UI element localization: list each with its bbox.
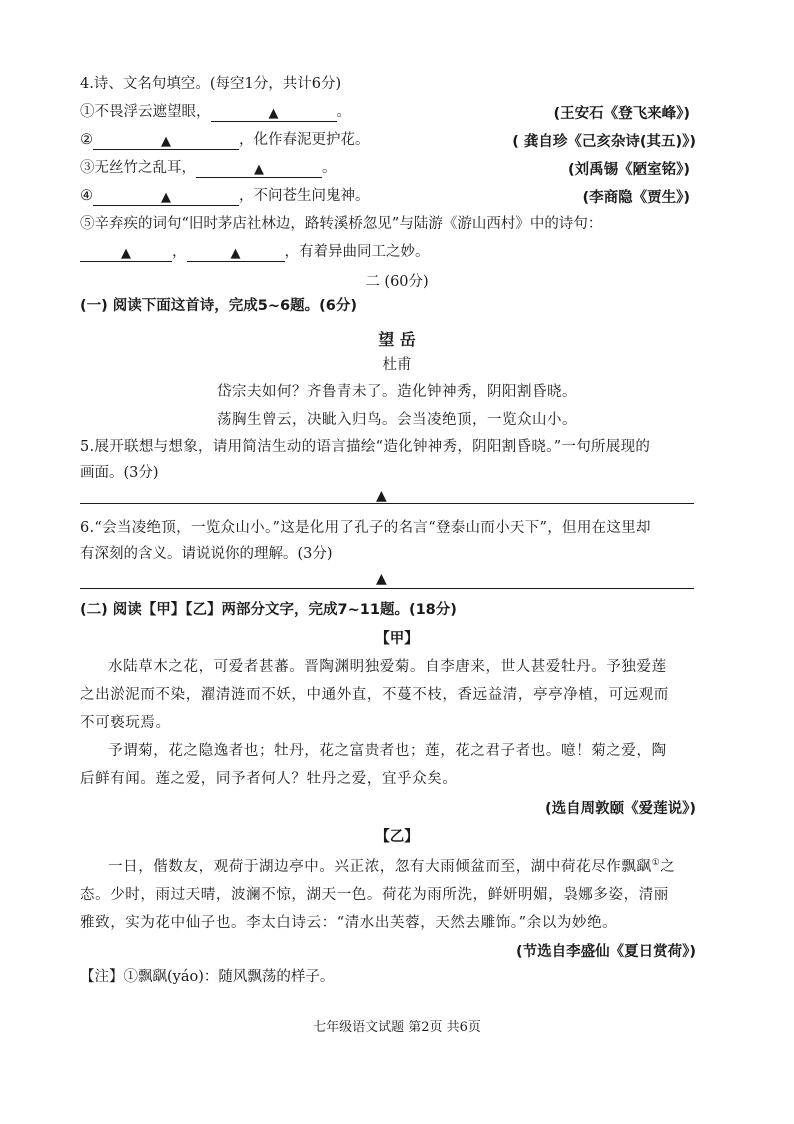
fill-item-1-pre: ①不畏浮云遮望眼， [80, 104, 211, 120]
fill-item-3-post: 。 [322, 160, 337, 176]
yi-source: (节选自李盛仙《夏日赏荷》) [515, 944, 696, 960]
q5-line-2: 画面。(3分) [80, 465, 159, 481]
fill-item-2 [80, 130, 370, 150]
answer-line-q6[interactable] [80, 588, 694, 589]
fill-item-4 [80, 186, 370, 206]
answer-marker-q5: ▲ [376, 488, 387, 504]
fill-item-5-blanks [80, 242, 430, 262]
blank-marker: ▲ [161, 134, 171, 149]
jia-p1-l2: 之出淤泥而不染，濯清涟而不妖，中通外直，不蔓不枝，香远益清，亭亭净植，可远观而 [80, 687, 669, 703]
jia-source: (选自周敦颐《爱莲说》) [544, 801, 696, 817]
page-footer: 七年级语文试题 第2页 共6页 [313, 1020, 481, 1035]
fill-item-5-sep: ， [172, 244, 187, 260]
yi-label: 【乙】 [375, 829, 419, 845]
jia-p1-l3: 不可亵玩焉。 [80, 715, 171, 731]
fill-blank-5b[interactable] [187, 245, 285, 262]
answer-marker-q6: ▲ [376, 571, 387, 587]
yi-l1 [108, 855, 675, 876]
jia-label: 【甲】 [375, 631, 419, 647]
fill-item-3-pre: ③无丝竹之乱耳， [80, 160, 196, 176]
fill-item-1 [80, 102, 351, 122]
part-2-title: (二) 阅读【甲】【乙】两部分文字，完成7~11题。(18分) [80, 602, 457, 618]
yi-l1-text: 一日，偕数友，观荷于湖边亭中。兴正浓，忽有大雨倾盆而至，湖中荷花尽作飘飖 [108, 859, 652, 875]
part-1-title: (一) 阅读下面这首诗，完成5~6题。(6分) [80, 298, 357, 314]
fill-blank-5a[interactable] [80, 245, 172, 262]
fill-item-4-post: ，不问苍生问鬼神。 [239, 188, 370, 204]
poem-line-2: 荡胸生曾云，决眦入归鸟。会当凌绝顶，一览众山小。 [217, 412, 577, 428]
fill-blank-2[interactable] [93, 133, 239, 150]
footnote: 【注】①飘飖(yáo)：随风飘荡的样子。 [80, 969, 335, 985]
blank-marker: ▲ [254, 162, 264, 177]
blank-marker: ▲ [121, 246, 131, 261]
poem-line-1: 岱宗夫如何？齐鲁青未了。造化钟神秀，阴阳割昏晓。 [217, 384, 577, 400]
jia-p1-l1: 水陆草木之花，可爱者甚蕃。晋陶渊明独爱菊。自李唐来，世人甚爱牡丹。予独爱莲 [108, 659, 667, 675]
fill-item-4-source: (李商隐《贾生》) [582, 190, 690, 206]
fill-item-1-post: 。 [336, 104, 351, 120]
fill-blank-4[interactable] [93, 189, 239, 206]
footnote-marker: ① [651, 858, 661, 869]
jia-p2-l1: 予谓菊，花之隐逸者也；牡丹，花之富贵者也；莲，花之君子者也。噫！菊之爱，陶 [108, 743, 667, 759]
fill-item-3 [80, 158, 337, 178]
fill-blank-1[interactable] [211, 105, 337, 122]
fill-item-2-pre: ② [80, 132, 93, 148]
fill-item-3-source: (刘禹锡《陋室铭》) [567, 162, 690, 178]
fill-item-4-pre: ④ [80, 188, 93, 204]
blank-marker: ▲ [230, 246, 241, 261]
fill-blank-3[interactable] [196, 161, 322, 178]
blank-marker: ▲ [161, 190, 171, 205]
jia-p2-l2: 后鲜有闻。莲之爱，同予者何人？牡丹之爱，宜乎众矣。 [80, 771, 458, 787]
yi-l3: 雅致，实为花中仙子也。李太白诗云：“清水出芙蓉，天然去雕饰。”余以为妙绝。 [80, 915, 618, 931]
fill-item-2-post: ，化作春泥更护花。 [239, 132, 370, 148]
blank-marker: ▲ [268, 106, 279, 121]
yi-l2: 态。少时，雨过天晴，波澜不惊，湖天一色。荷花为雨所洗，鲜妍明媚，袅娜多姿，清丽 [80, 887, 669, 903]
yi-l1-end: 之 [660, 859, 676, 875]
q6-line-2: 有深刻的含义。请说说你的理解。(3分) [80, 546, 333, 562]
q5-line-1: 5.展开联想与想象，请用简洁生动的语言描绘“造化钟神秀，阴阳割昏晓。”一句所展现的 [80, 439, 651, 455]
answer-line-q5[interactable] [80, 503, 694, 504]
fill-item-2-source: ( 龚自珍《己亥杂诗(其五)》) [512, 134, 696, 150]
fill-item-1-source: (王安石《登飞来峰》) [553, 106, 690, 122]
fill-item-5-prompt: ⑤辛弃疾的词句“旧时茅店社林边，路转溪桥忽见”与陆游《游山西村》中的诗句： [80, 216, 603, 232]
q6-line-1: 6.“会当凌绝顶，一览众山小。”这是化用了孔子的名言“登泰山而小天下”，但用在这里却 [80, 520, 651, 536]
poem-author: 杜甫 [382, 357, 412, 373]
poem-title: 望 岳 [378, 330, 416, 349]
fill-item-5-end: ，有着异曲同工之妙。 [284, 244, 430, 260]
q4-title: 4.诗、文名句填空。(每空1分，共计6分) [80, 76, 342, 92]
section-2-heading: 二 (60分) [365, 274, 429, 290]
